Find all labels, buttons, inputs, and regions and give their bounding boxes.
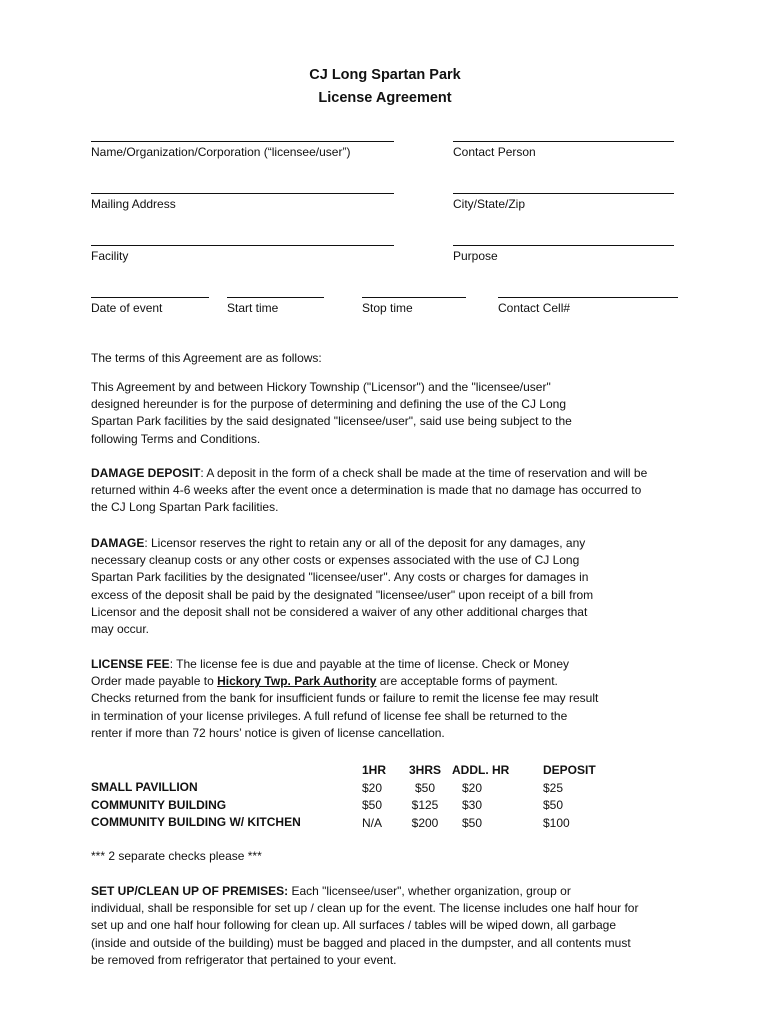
license-fee-paragraph	[91, 656, 691, 742]
cell-1hr: $20	[362, 780, 383, 795]
start-time-label: Start time	[227, 301, 279, 315]
fee-line	[91, 656, 691, 673]
setup-line: set up and one half hour following for clean up. All surfaces / tables will be wiped down, all garbage	[91, 918, 616, 933]
fee-line: in termination of your license privileges. A full refund of license fee shall be returned to the	[91, 708, 568, 723]
damage-deposit-paragraph	[91, 465, 691, 517]
setup-text: Each "licensee/user", whether organization, group or	[288, 884, 571, 898]
agreement-line: This Agreement by and between Hickory Township ("Licensor") and the "licensee/user"	[91, 380, 551, 394]
cell-addl: $20	[462, 780, 483, 795]
mailing-address-field[interactable]	[91, 193, 394, 212]
fee-table-facility-column	[91, 779, 301, 832]
cell-1hr: N/A	[362, 815, 383, 830]
date-of-event-blank-line	[91, 297, 209, 298]
agreement-paragraph	[91, 379, 691, 448]
mailing-address-blank-line	[91, 193, 394, 194]
deposit-line	[91, 465, 691, 482]
cell-addl: $30	[462, 798, 483, 812]
header-3hrs: 3HRS	[408, 763, 441, 777]
city-state-zip-label: City/State/Zip	[453, 197, 526, 211]
fee-text: are acceptable forms of payment.	[376, 674, 558, 689]
damage-paragraph	[91, 535, 691, 638]
fee-line	[91, 673, 691, 690]
fee-payee: Hickory Twp. Park Authority	[217, 674, 377, 689]
fee-line: renter if more than 72 hours’ notice is given of license cancellation.	[91, 725, 445, 740]
setup-line	[91, 883, 691, 900]
table-row-facility: COMMUNITY BUILDING W/ KITCHEN	[91, 815, 301, 829]
stop-time-blank-line	[362, 297, 466, 298]
deposit-line: the CJ Long Spartan Park facilities.	[91, 500, 279, 515]
deposit-heading: DAMAGE DEPOSIT	[91, 466, 201, 480]
fee-line: Checks returned from the bank for insufficient funds or failure to remit the license fee may result	[91, 691, 599, 706]
document-title: CJ Long Spartan Park	[309, 67, 461, 83]
name-blank-line	[91, 141, 394, 142]
terms-intro: The terms of this Agreement are as follows:	[91, 351, 322, 365]
start-time-blank-line	[227, 297, 324, 298]
facility-field[interactable]	[91, 245, 394, 264]
fee-text: Order made payable to	[91, 674, 218, 689]
setup-heading: SET UP/CLEAN UP OF PREMISES:	[91, 884, 289, 898]
fee-table-1hr-column	[362, 762, 386, 832]
checks-note: *** 2 separate checks please ***	[91, 849, 262, 863]
damage-text: : Licensor reserves the right to retain any or all of the deposit for any damages, any	[144, 536, 586, 550]
damage-line: Licensor and the deposit shall not be considered a waiver of any other additional charges that	[91, 604, 588, 619]
name-label: Name/Organization/Corporation (“licensee/user”)	[91, 145, 351, 159]
name-field[interactable]	[91, 141, 394, 160]
damage-heading: DAMAGE	[91, 536, 145, 550]
cell-1hr: $50	[362, 798, 383, 812]
setup-line: individual, shall be responsible for set up / clean up for the event. The license includes one half hour for	[91, 901, 639, 916]
setup-line: (inside and outside of the building) must be bagged and placed in the dumpster, and all contents must	[91, 935, 631, 950]
fee-heading: LICENSE FEE	[91, 657, 170, 671]
fee-text: : The license fee is due and payable at the time of license. Check or Money	[169, 657, 570, 671]
start-time-field[interactable]	[227, 297, 324, 316]
date-of-event-label: Date of event	[91, 301, 163, 315]
header-1hr: 1HR	[362, 763, 387, 777]
contact-cell-label: Contact Cell#	[498, 301, 571, 315]
contact-person-blank-line	[453, 141, 674, 142]
document-subtitle: License Agreement	[318, 90, 452, 106]
contact-person-label: Contact Person	[453, 145, 536, 159]
contact-cell-field[interactable]	[498, 297, 678, 316]
cell-deposit: $50	[543, 798, 564, 812]
stop-time-field[interactable]	[362, 297, 466, 316]
cell-addl: $50	[462, 815, 483, 830]
date-of-event-field[interactable]	[91, 297, 209, 316]
damage-line: may occur.	[91, 622, 150, 637]
damage-line: necessary cleanup costs or any other costs or expenses associated with the use of CJ Long	[91, 553, 580, 568]
purpose-field[interactable]	[453, 245, 674, 264]
fee-table-3hrs-column	[405, 762, 445, 832]
cell-3hrs: $200	[411, 815, 439, 830]
header-addl-hr: ADDL. HR	[452, 763, 510, 777]
damage-line: Spartan Park facilities by the designated "licensee/user". Any costs or charges for damages in	[91, 570, 589, 585]
mailing-address-label: Mailing Address	[91, 197, 176, 211]
deposit-line: returned within 4-6 weeks after the event once a determination is made that no damage has occurred to	[91, 483, 642, 498]
contact-person-field[interactable]	[453, 141, 674, 160]
header-deposit: DEPOSIT	[543, 763, 596, 777]
deposit-text: : A deposit in the form of a check shall be made at the time of reservation and will be	[200, 466, 648, 480]
facility-label: Facility	[91, 249, 129, 263]
table-row-facility: SMALL PAVILLION	[91, 780, 198, 794]
purpose-blank-line	[453, 245, 674, 246]
city-state-zip-field[interactable]	[453, 193, 674, 212]
city-state-zip-blank-line	[453, 193, 674, 194]
damage-line: excess of the deposit shall be paid by the designated "licensee/user" upon receipt of a bill from	[91, 587, 594, 602]
damage-line	[91, 535, 691, 552]
agreement-line: Spartan Park facilities by the said designated "licensee/user", said use being subject to the	[91, 414, 572, 429]
agreement-line: following Terms and Conditions.	[91, 431, 261, 446]
table-row-facility: COMMUNITY BUILDING	[91, 797, 227, 812]
cell-3hrs: $125	[411, 798, 439, 812]
stop-time-label: Stop time	[362, 301, 413, 315]
setup-line: be removed from refrigerator that pertained to your event.	[91, 952, 397, 967]
purpose-label: Purpose	[453, 249, 498, 263]
fee-table-addl-column	[452, 762, 509, 832]
agreement-line: designed hereunder is for the purpose of determining and defining the use of the CJ Long	[91, 397, 566, 412]
facility-blank-line	[91, 245, 394, 246]
cell-deposit: $25	[543, 780, 564, 795]
cell-3hrs: $50	[414, 780, 436, 795]
setup-cleanup-paragraph	[91, 883, 691, 969]
contact-cell-blank-line	[498, 297, 678, 298]
cell-deposit: $100	[543, 815, 570, 830]
fee-table-deposit-column	[543, 762, 596, 832]
